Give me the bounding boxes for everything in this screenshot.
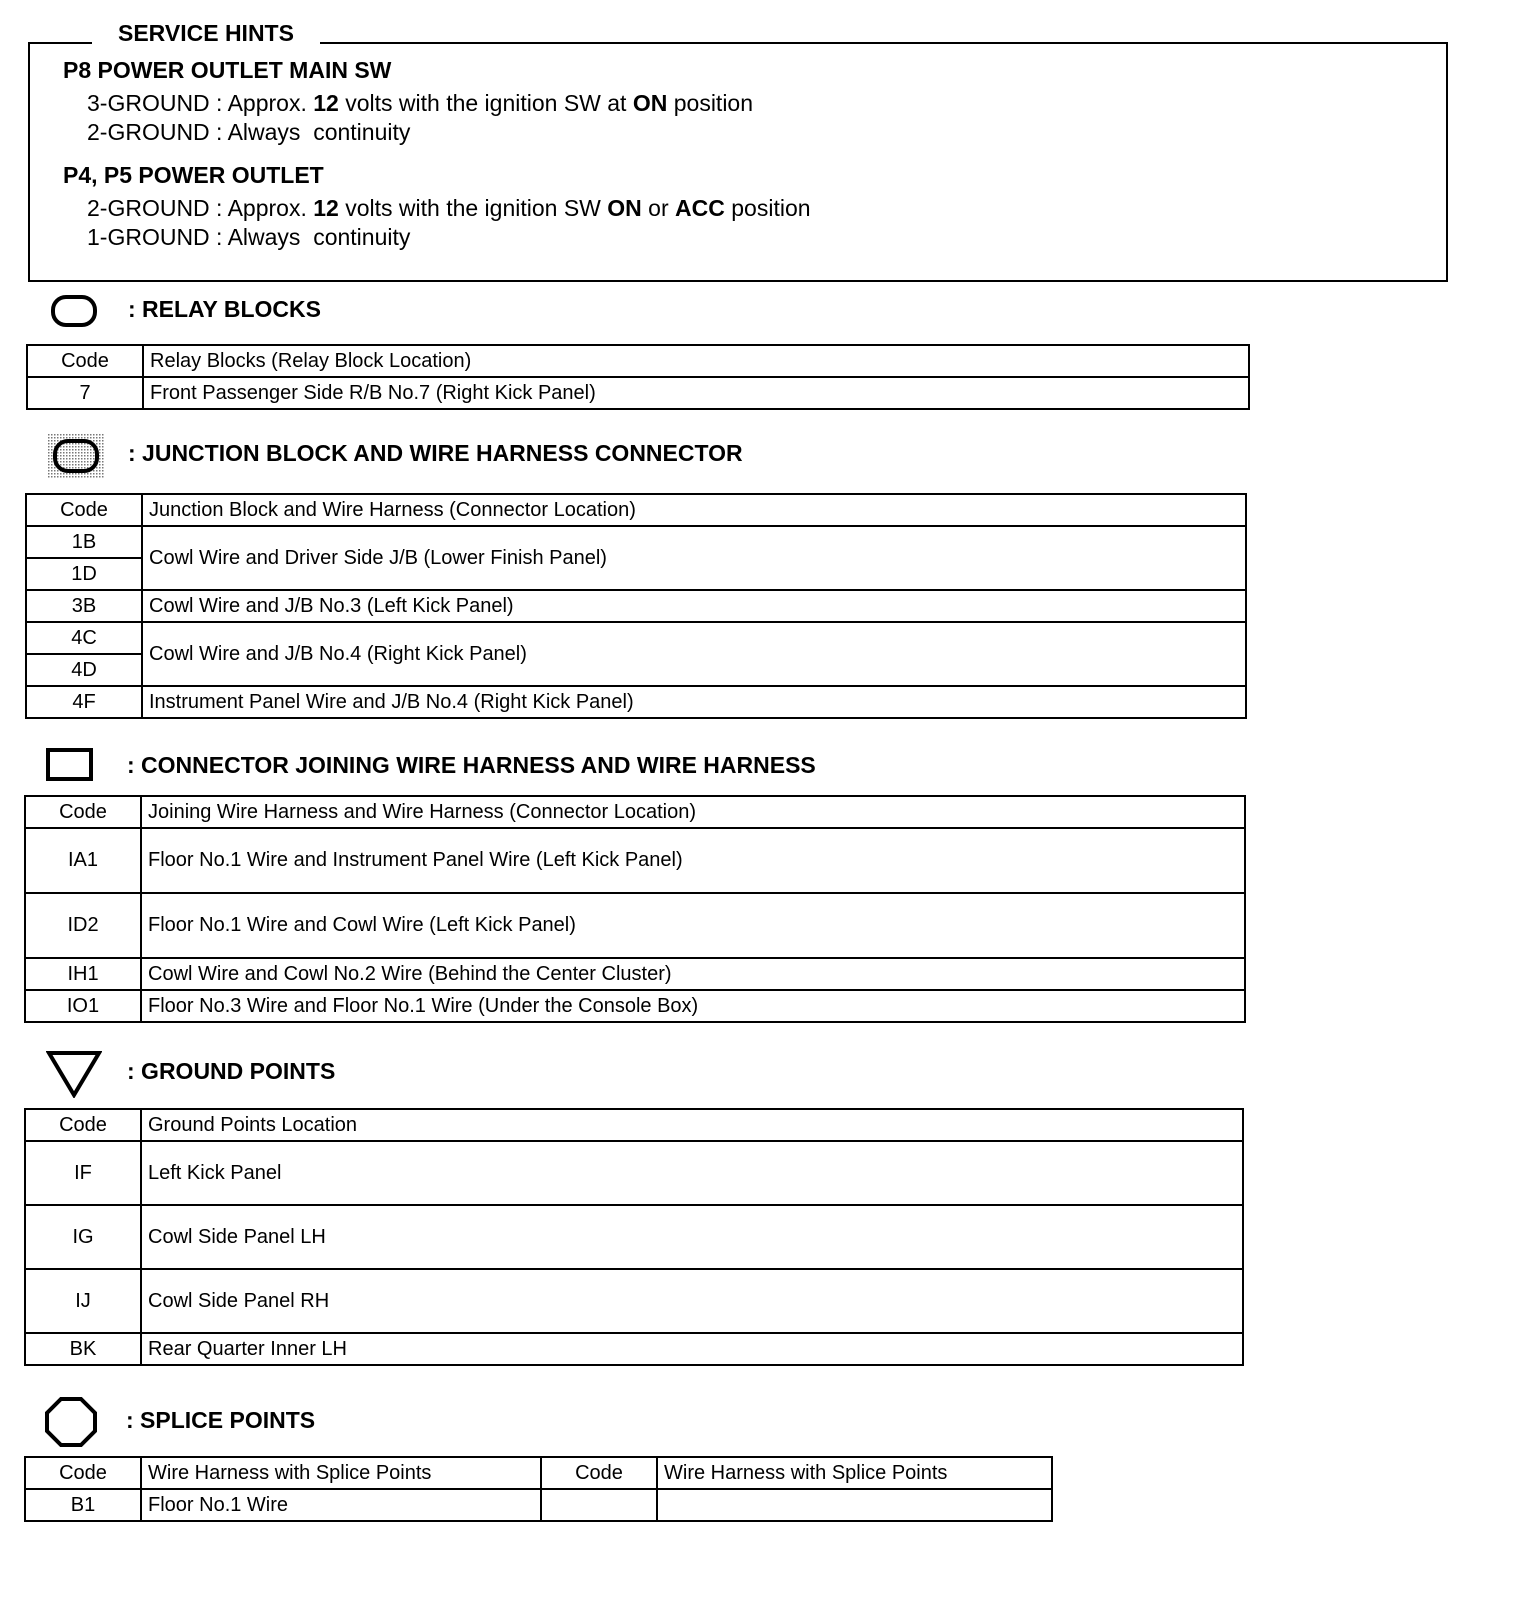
code-cell bbox=[541, 1489, 657, 1521]
desc-cell bbox=[657, 1489, 1052, 1521]
desc-cell: Cowl Wire and J/B No.4 (Right Kick Panel) bbox=[142, 622, 1246, 686]
code-cell: IG bbox=[25, 1205, 141, 1269]
section-title: : RELAY BLOCKS bbox=[128, 296, 321, 322]
code-cell: B1 bbox=[25, 1489, 141, 1521]
desc-cell: Floor No.3 Wire and Floor No.1 Wire (Under the Console Box) bbox=[141, 990, 1245, 1022]
code-cell: BK bbox=[25, 1333, 141, 1365]
code-cell: 4F bbox=[26, 686, 142, 718]
table-row bbox=[27, 377, 1249, 409]
table-row bbox=[25, 893, 1245, 958]
section-title: : CONNECTOR JOINING WIRE HARNESS AND WIRE HARNESS bbox=[127, 752, 816, 778]
connector-table bbox=[24, 795, 1246, 1023]
header-cell: Code bbox=[27, 345, 143, 377]
desc-cell: Cowl Side Panel RH bbox=[141, 1269, 1243, 1333]
code-cell: 4C bbox=[26, 622, 142, 654]
splice-points-table bbox=[24, 1456, 1053, 1522]
desc-cell: Floor No.1 Wire bbox=[141, 1489, 541, 1521]
ground-points-table bbox=[24, 1108, 1244, 1366]
table-row bbox=[25, 1269, 1243, 1333]
relay-blocks-table bbox=[26, 344, 1250, 410]
hint-line: 2-GROUND : Approx. 12 volts with the ignition SW ON or ACC position bbox=[87, 195, 811, 221]
header-cell: Code bbox=[541, 1457, 657, 1489]
header-cell: Code bbox=[25, 1457, 141, 1489]
code-cell: IJ bbox=[25, 1269, 141, 1333]
table-row bbox=[26, 622, 1246, 654]
hint-heading: P8 POWER OUTLET MAIN SW bbox=[63, 57, 392, 83]
table-header-row bbox=[27, 345, 1249, 377]
desc-cell: Cowl Side Panel LH bbox=[141, 1205, 1243, 1269]
desc-cell: Floor No.1 Wire and Instrument Panel Wire (Left Kick Panel) bbox=[141, 828, 1245, 893]
table-row bbox=[25, 828, 1245, 893]
octagon-icon bbox=[44, 1396, 98, 1448]
section-title: : GROUND POINTS bbox=[127, 1058, 336, 1084]
table-row bbox=[25, 1141, 1243, 1205]
desc-cell: Cowl Wire and J/B No.3 (Left Kick Panel) bbox=[142, 590, 1246, 622]
desc-cell: Floor No.1 Wire and Cowl Wire (Left Kick Panel) bbox=[141, 893, 1245, 958]
triangle-down-icon bbox=[46, 1050, 102, 1098]
header-cell: Code bbox=[25, 796, 141, 828]
header-cell: Ground Points Location bbox=[141, 1109, 1243, 1141]
table-row bbox=[25, 1489, 1052, 1521]
table-row bbox=[25, 990, 1245, 1022]
hint-heading: P4, P5 POWER OUTLET bbox=[63, 162, 324, 188]
header-cell: Code bbox=[25, 1109, 141, 1141]
desc-cell: Left Kick Panel bbox=[141, 1141, 1243, 1205]
table-header-row bbox=[25, 1457, 1052, 1489]
header-cell: Relay Blocks (Relay Block Location) bbox=[143, 345, 1249, 377]
desc-cell: Front Passenger Side R/B No.7 (Right Kick Panel) bbox=[143, 377, 1249, 409]
code-cell: IH1 bbox=[25, 958, 141, 990]
table-header-row bbox=[25, 1109, 1243, 1141]
code-cell: 1B bbox=[26, 526, 142, 558]
header-cell: Wire Harness with Splice Points bbox=[141, 1457, 541, 1489]
table-row bbox=[26, 526, 1246, 558]
code-cell: IA1 bbox=[25, 828, 141, 893]
table-row bbox=[25, 1205, 1243, 1269]
table-row bbox=[25, 1333, 1243, 1365]
hint-line: 3-GROUND : Approx. 12 volts with the ignition SW at ON position bbox=[87, 90, 754, 116]
desc-cell: Rear Quarter Inner LH bbox=[141, 1333, 1243, 1365]
table-row bbox=[25, 958, 1245, 990]
code-cell: ID2 bbox=[25, 893, 141, 958]
table-header-row bbox=[25, 796, 1245, 828]
table-row bbox=[26, 686, 1246, 718]
desc-cell: Cowl Wire and Cowl No.2 Wire (Behind the Center Cluster) bbox=[141, 958, 1245, 990]
table-row bbox=[26, 590, 1246, 622]
desc-cell: Cowl Wire and Driver Side J/B (Lower Finish Panel) bbox=[142, 526, 1246, 590]
code-cell: IF bbox=[25, 1141, 141, 1205]
desc-cell: Instrument Panel Wire and J/B No.4 (Right Kick Panel) bbox=[142, 686, 1246, 718]
service-hints-title: SERVICE HINTS bbox=[92, 20, 320, 47]
table-header-row bbox=[26, 494, 1246, 526]
junction-block-table bbox=[25, 493, 1247, 719]
rectangle-icon bbox=[46, 748, 94, 782]
shaded-rounded-rect-icon bbox=[48, 434, 104, 478]
header-cell: Code bbox=[26, 494, 142, 526]
code-cell: 7 bbox=[27, 377, 143, 409]
hint-line: 2-GROUND : Always continuity bbox=[87, 119, 411, 145]
code-cell: 1D bbox=[26, 558, 142, 590]
code-cell: 4D bbox=[26, 654, 142, 686]
header-cell: Joining Wire Harness and Wire Harness (Connector Location) bbox=[141, 796, 1245, 828]
section-title: : SPLICE POINTS bbox=[126, 1407, 316, 1433]
code-cell: IO1 bbox=[25, 990, 141, 1022]
section-title: : JUNCTION BLOCK AND WIRE HARNESS CONNECTOR bbox=[128, 440, 743, 466]
code-cell: 3B bbox=[26, 590, 142, 622]
hint-line: 1-GROUND : Always continuity bbox=[87, 224, 411, 250]
header-cell: Wire Harness with Splice Points bbox=[657, 1457, 1052, 1489]
rounded-rect-icon bbox=[50, 294, 98, 328]
header-cell: Junction Block and Wire Harness (Connector Location) bbox=[142, 494, 1246, 526]
